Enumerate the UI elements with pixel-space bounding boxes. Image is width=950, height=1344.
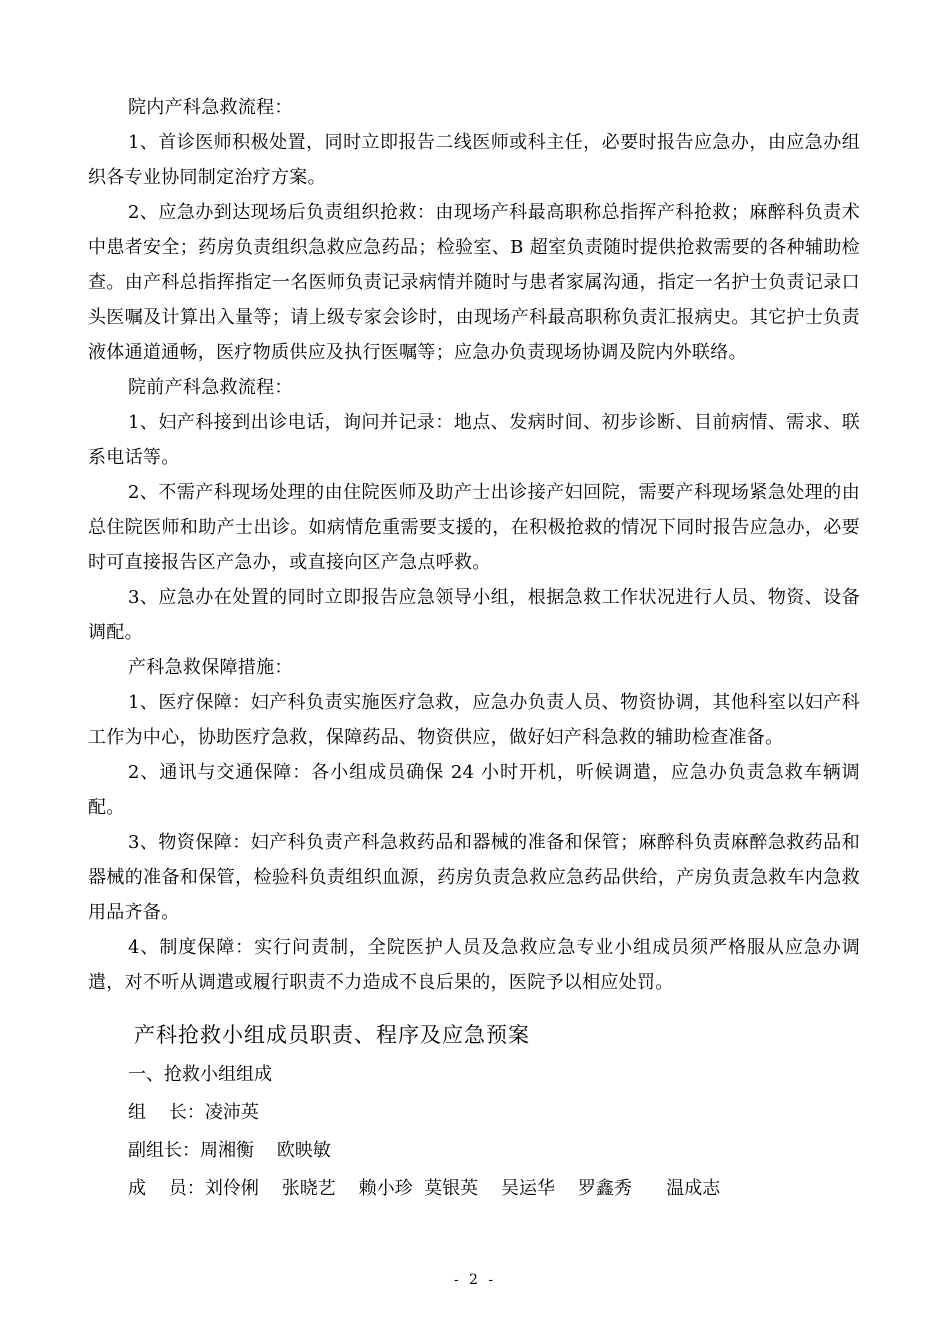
- pre-step-3: 3、应急办在处置的同时立即报告应急领导小组，根据急救工作状况进行人员、物资、设备调配。: [88, 587, 860, 643]
- intra-hospital-heading: 院内产科急救流程：: [128, 97, 293, 118]
- team-deputy: 副组长：周湘衡 欧映敏: [128, 1140, 331, 1161]
- pre-step-1: 1、妇产科接到出诊电话，询问并记录：地点、发病时间、初步诊断、目前病情、需求、联系电话等。: [88, 412, 860, 468]
- team-subheading: 一、抢救小组组成: [128, 1064, 272, 1085]
- section-spacer: [88, 1000, 860, 1014]
- document-body: [88, 90, 860, 1208]
- team-members: 成 员：刘伶俐 张晓艺 赖小珍 莫银英 吴运华 罗鑫秀 温成志: [128, 1178, 721, 1199]
- guarantee-communication: 2、通讯与交通保障：各小组成员确保 24 小时开机，听候调遣，应急办负责急救车辆调配。: [88, 762, 860, 818]
- page-number: - 2 -: [453, 1272, 497, 1288]
- pre-hospital-heading: 院前产科急救流程：: [128, 377, 293, 398]
- intra-step-2: 2、应急办到达现场后负责组织抢救：由现场产科最高职称总指挥产科抢救；麻醉科负责术中患者安全；药房负责组织急救应急药品；检验室、B 超室负责随时提供抢救需要的各种辅助检查。由产科总指挥指定一名医师负责记录病情并随时与患者家属沟通，指定一名护士负责记录口头医嘱及计算出入量等；请上级专家会诊时，由现场产科最高职称负责汇报病史。其它护士负责液体通道通畅，医疗物质供应及执行医嘱等；应急办负责现场协调及院内外联络。: [88, 202, 860, 363]
- guarantee-institution: 4、制度保障：实行问责制，全院医护人员及急救应急专业小组成员须严格服从应急办调遣，对不听从调遣或履行职责不力造成不良后果的，医院予以相应处罚。: [88, 937, 860, 993]
- guarantee-medical: 1、医疗保障：妇产科负责实施医疗急救，应急办负责人员、物资协调，其他科室以妇产科工作为中心，协助医疗急救，保障药品、物资供应，做好妇产科急救的辅助检查准备。: [88, 692, 860, 748]
- section-title: 产科抢救小组成员职责、程序及应急预案: [134, 1023, 530, 1047]
- team-leader: 组 长：凌沛英: [128, 1102, 259, 1123]
- pre-step-2: 2、不需产科现场处理的由住院医师及助产士出诊接产妇回院，需要产科现场紧急处理的由总住院医师和助产士出诊。如病情危重需要支援的，在积极抢救的情况下同时报告应急办，必要时可直接报告区产急办，或直接向区产急点呼救。: [88, 482, 860, 573]
- intra-step-1: 1、首诊医师积极处置，同时立即报告二线医师或科主任，必要时报告应急办，由应急办组织各专业协同制定治疗方案。: [88, 132, 860, 188]
- guarantee-materials: 3、物资保障：妇产科负责产科急救药品和器械的准备和保管；麻醉科负责麻醉急救药品和器械的准备和保管，检验科负责组织血源，药房负责急救应急药品供给，产房负责急救车内急救用品齐备。: [88, 832, 860, 923]
- guarantee-heading: 产科急救保障措施：: [128, 657, 293, 678]
